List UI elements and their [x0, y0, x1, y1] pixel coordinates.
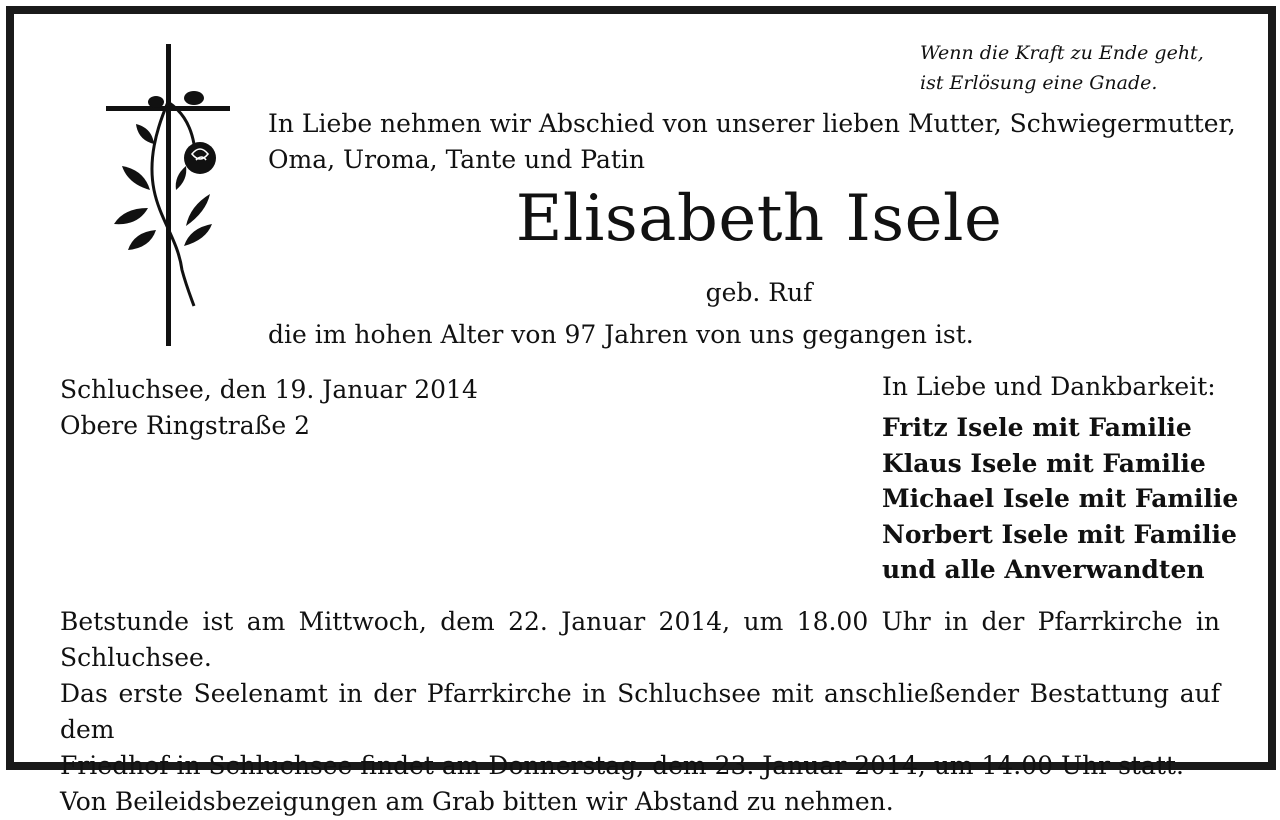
address-line: Obere Ringstraße 2 — [60, 411, 310, 440]
info-line: Das erste Seelenamt in der Pfarrkirche in Schluchsee mit anschließender Bestattung auf dem — [60, 679, 1220, 744]
info-line: Friedhof in Schluchsee findet am Donnerstag, dem 23. Januar 2014, um 14.00 Uhr statt. — [60, 751, 1184, 780]
intro-text — [268, 106, 1236, 178]
info-line: Betstunde ist am Mittwoch, dem 22. Januar 2014, um 18.00 Uhr in der Pfarrkirche in Schluchsee. — [60, 607, 1220, 672]
birth-name: geb. Ruf — [705, 278, 813, 307]
date-line: Schluchsee, den 19. Januar 2014 — [60, 375, 478, 404]
mourners-heading: In Liebe und Dankbarkeit: — [882, 372, 1216, 401]
quote-line-1: Wenn die Kraft zu Ende geht, — [920, 42, 1204, 64]
place-and-date — [60, 372, 478, 444]
deceased-name: Elisabeth Isele — [515, 182, 1003, 256]
mourner-name: Fritz Isele mit Familie — [882, 413, 1192, 442]
mourner-name: Michael Isele mit Familie — [882, 484, 1239, 513]
intro-line-1: In Liebe nehmen wir Abschied von unserer lieben Mutter, Schwiegermutter, — [268, 109, 1236, 138]
mourners-list — [882, 410, 1238, 588]
age-line: die im hohen Alter von 97 Jahren von uns gegangen ist. — [268, 320, 974, 349]
service-info — [60, 604, 1220, 820]
quote — [920, 38, 1204, 98]
intro-line-2: Oma, Uroma, Tante und Patin — [268, 145, 646, 174]
mourner-name: Klaus Isele mit Familie — [882, 448, 1206, 478]
info-line: Von Beileidsbezeigungen am Grab bitten wir Abstand zu nehmen. — [60, 787, 894, 816]
mourner-name: und alle Anverwandten — [882, 555, 1205, 584]
mourner-name: Norbert Isele mit Familie — [882, 519, 1237, 549]
obituary-notice — [6, 6, 1276, 816]
quote-line-2: ist Erlösung eine Gnade. — [920, 72, 1158, 94]
